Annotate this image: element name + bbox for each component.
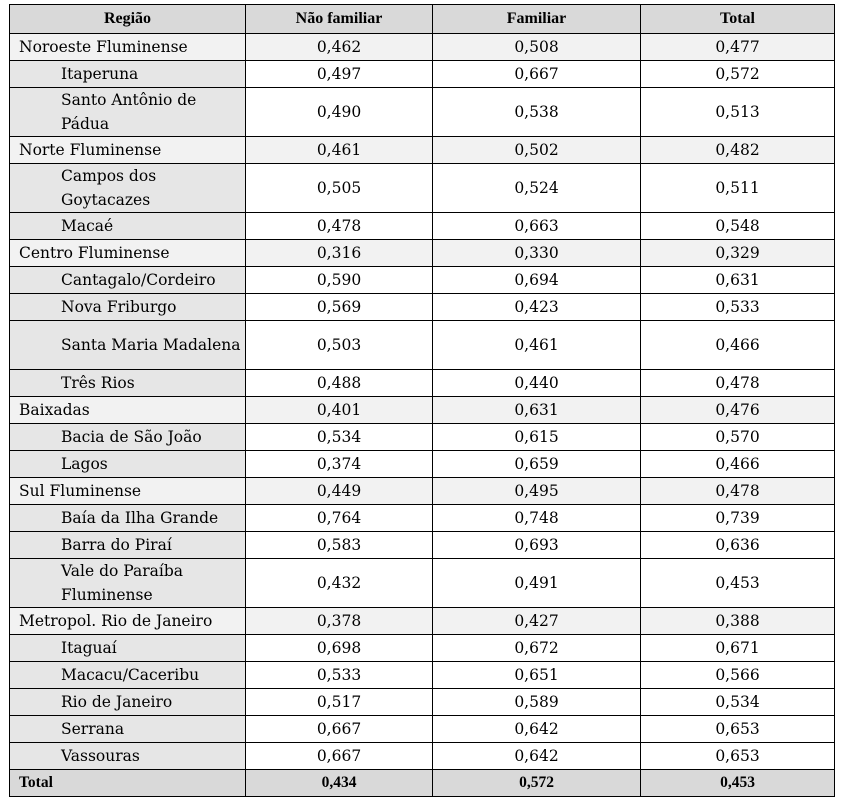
familiar-cell: 0,631 [433,397,641,424]
region-name-cell: Três Rios [10,370,246,397]
familiar-cell: 0,495 [433,478,641,505]
region-name-cell: Santo Antônio de Pádua [10,88,246,137]
familiar-cell: 0,524 [433,164,641,213]
region-name-cell: Total [10,770,246,797]
table-row [10,532,835,559]
nao-familiar-cell: 0,374 [246,451,433,478]
familiar-cell: 0,440 [433,370,641,397]
total-cell: 0,513 [641,88,835,137]
region-row [10,478,835,505]
familiar-cell: 0,427 [433,608,641,635]
total-cell: 0,572 [641,61,835,88]
region-name-cell: Santa Maria Madalena [10,321,246,370]
nao-familiar-cell: 0,490 [246,88,433,137]
nao-familiar-cell: 0,590 [246,267,433,294]
region-name-cell: Itaguaí [10,635,246,662]
familiar-cell: 0,589 [433,689,641,716]
region-row [10,34,835,61]
region-name-cell: Lagos [10,451,246,478]
table-row [10,559,835,608]
total-cell: 0,739 [641,505,835,532]
familiar-cell: 0,502 [433,137,641,164]
region-name-cell: Itaperuna [10,61,246,88]
total-cell: 0,478 [641,370,835,397]
table-row [10,505,835,532]
familiar-cell: 0,491 [433,559,641,608]
header-familiar: Familiar [433,5,641,34]
total-cell: 0,388 [641,608,835,635]
total-cell: 0,533 [641,294,835,321]
table-row [10,662,835,689]
total-cell: 0,482 [641,137,835,164]
region-name-cell: Metropol. Rio de Janeiro [10,608,246,635]
header-row [10,5,835,34]
nao-familiar-cell: 0,378 [246,608,433,635]
total-cell: 0,653 [641,716,835,743]
familiar-cell: 0,663 [433,213,641,240]
table-row [10,61,835,88]
nao-familiar-cell: 0,583 [246,532,433,559]
nao-familiar-cell: 0,503 [246,321,433,370]
total-cell: 0,466 [641,321,835,370]
table-body [10,34,835,797]
region-name-cell: Vassouras [10,743,246,770]
region-name-cell: Bacia de São João [10,424,246,451]
nao-familiar-cell: 0,462 [246,34,433,61]
total-cell: 0,466 [641,451,835,478]
familiar-cell: 0,461 [433,321,641,370]
familiar-cell: 0,538 [433,88,641,137]
region-name-cell: Baía da Ilha Grande [10,505,246,532]
nao-familiar-cell: 0,316 [246,240,433,267]
table-row [10,294,835,321]
table-row [10,424,835,451]
region-name-cell: Norte Fluminense [10,137,246,164]
region-name-cell: Campos dos Goytacazes [10,164,246,213]
familiar-cell: 0,572 [433,770,641,797]
region-row [10,240,835,267]
nao-familiar-cell: 0,497 [246,61,433,88]
total-cell: 0,477 [641,34,835,61]
familiar-cell: 0,693 [433,532,641,559]
familiar-cell: 0,694 [433,267,641,294]
total-cell: 0,511 [641,164,835,213]
region-name-cell: Macaé [10,213,246,240]
header-regiao: Região [10,5,246,34]
total-cell: 0,631 [641,267,835,294]
nao-familiar-cell: 0,434 [246,770,433,797]
nao-familiar-cell: 0,764 [246,505,433,532]
nao-familiar-cell: 0,401 [246,397,433,424]
region-name-cell: Vale do Paraíba Fluminense [10,559,246,608]
familiar-cell: 0,615 [433,424,641,451]
familiar-cell: 0,672 [433,635,641,662]
nao-familiar-cell: 0,478 [246,213,433,240]
total-cell: 0,534 [641,689,835,716]
region-name-cell: Cantagalo/Cordeiro [10,267,246,294]
familiar-cell: 0,423 [433,294,641,321]
table-row [10,451,835,478]
table-row [10,213,835,240]
nao-familiar-cell: 0,461 [246,137,433,164]
table-row [10,689,835,716]
region-row [10,397,835,424]
region-name-cell: Macacu/Caceribu [10,662,246,689]
familiar-cell: 0,659 [433,451,641,478]
nao-familiar-cell: 0,698 [246,635,433,662]
region-name-cell: Sul Fluminense [10,478,246,505]
nao-familiar-cell: 0,449 [246,478,433,505]
region-name-cell: Baixadas [10,397,246,424]
table-row [10,370,835,397]
familiar-cell: 0,508 [433,34,641,61]
familiar-cell: 0,642 [433,743,641,770]
total-cell: 0,653 [641,743,835,770]
nao-familiar-cell: 0,517 [246,689,433,716]
familiar-cell: 0,642 [433,716,641,743]
table-row [10,635,835,662]
table-row [10,716,835,743]
nao-familiar-cell: 0,569 [246,294,433,321]
familiar-cell: 0,667 [433,61,641,88]
total-cell: 0,329 [641,240,835,267]
familiar-cell: 0,651 [433,662,641,689]
table-row [10,321,835,370]
table-row [10,88,835,137]
region-table [9,4,835,797]
total-cell: 0,453 [641,770,835,797]
region-name-cell: Serrana [10,716,246,743]
familiar-cell: 0,330 [433,240,641,267]
region-name-cell: Centro Fluminense [10,240,246,267]
total-cell: 0,453 [641,559,835,608]
total-cell: 0,671 [641,635,835,662]
familiar-cell: 0,748 [433,505,641,532]
region-row [10,608,835,635]
nao-familiar-cell: 0,488 [246,370,433,397]
region-name-cell: Noroeste Fluminense [10,34,246,61]
header-total: Total [641,5,835,34]
table-row [10,164,835,213]
nao-familiar-cell: 0,432 [246,559,433,608]
total-cell: 0,548 [641,213,835,240]
table-row [10,743,835,770]
region-name-cell: Rio de Janeiro [10,689,246,716]
nao-familiar-cell: 0,667 [246,743,433,770]
total-cell: 0,566 [641,662,835,689]
table-row [10,267,835,294]
total-cell: 0,570 [641,424,835,451]
region-name-cell: Barra do Piraí [10,532,246,559]
total-cell: 0,478 [641,478,835,505]
region-name-cell: Nova Friburgo [10,294,246,321]
nao-familiar-cell: 0,667 [246,716,433,743]
header-nao-familiar: Não familiar [246,5,433,34]
nao-familiar-cell: 0,533 [246,662,433,689]
total-cell: 0,476 [641,397,835,424]
region-row [10,137,835,164]
nao-familiar-cell: 0,534 [246,424,433,451]
total-cell: 0,636 [641,532,835,559]
nao-familiar-cell: 0,505 [246,164,433,213]
total-row [10,770,835,797]
